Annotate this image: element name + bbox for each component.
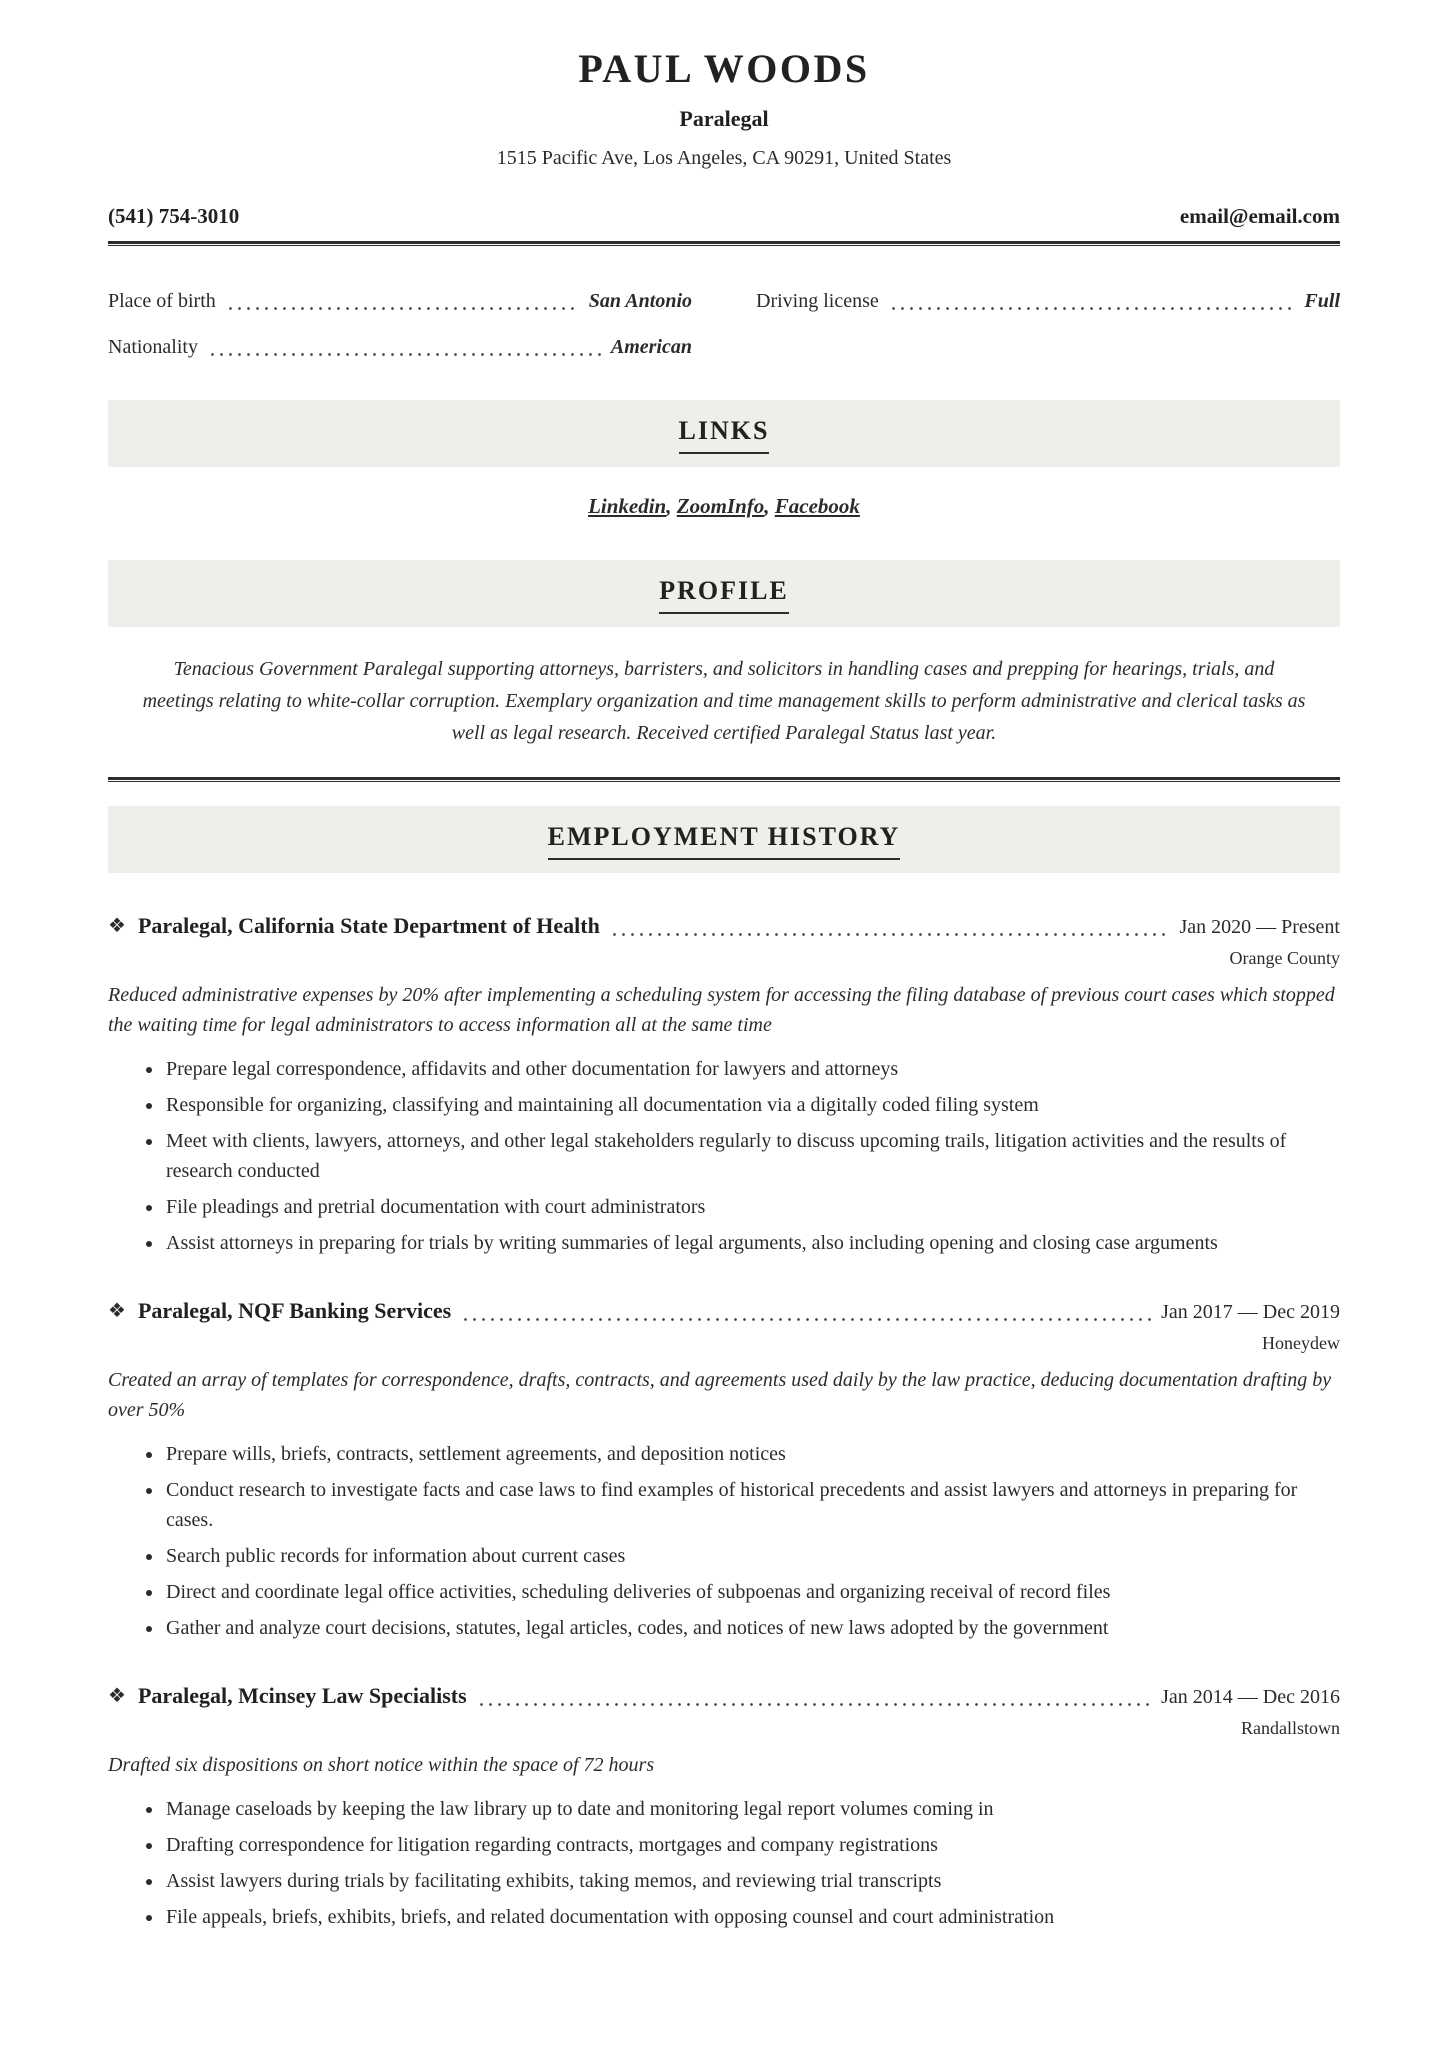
detail-nationality [108,332,692,362]
section-divider [108,777,1340,782]
links-section [108,400,1340,523]
job-entry-1 [108,909,1340,1258]
bullet-item: • Conduct research to investigate facts and case laws to find examples of historical precedents and assist lawyers and attorneys in preparing for cases. [164,1475,1340,1535]
dotted-leader [889,307,1295,310]
links-line [108,491,1340,523]
diamond-icon: ❖ [108,914,126,937]
profile-section [108,560,1340,749]
phone-number: (541) 754-3010 [108,204,240,228]
bullet-item: • File appeals, briefs, exhibits, briefs, and related documentation with opposing counsel and court administration [164,1902,1340,1932]
links-heading: LINKS [679,411,770,454]
job-summary: Drafted six dispositions on short notice within the space of 72 hours [108,1754,655,1776]
diamond-icon: ❖ [108,1299,126,1322]
email-address: email@email.com [1179,204,1340,228]
job-dates: Jan 2017 — Dec 2019 [1161,1301,1340,1323]
bullet-item: • Meet with clients, lawyers, attorneys, and other legal stakeholders regularly to discuss upcoming trails, litigation activities and the results of research conducted [164,1126,1340,1186]
job-location: Orange County [1229,948,1340,968]
detail-label: Nationality [108,335,198,358]
diamond-icon: ❖ [108,1684,126,1707]
link-separator: , [666,493,672,518]
person-job-title: Paralegal [679,106,769,131]
job-bullet-list [108,1439,1340,1643]
dotted-leader [208,353,601,356]
person-address: 1515 Pacific Ave, Los Angeles, CA 90291, United States [496,147,952,169]
profile-text: Tenacious Government Paralegal supporting attorneys, barristers, and solicitors in handling cases and prepping for hearings, trials, and meetings relating to white-collar corruption. Exemplary organization and time management skills to perform administrative and clerical tasks as well as legal research. Received certified Paralegal Status last year. [142,658,1306,744]
detail-value: American [610,335,692,358]
job-entry-2 [108,1294,1340,1643]
profile-heading: PROFILE [659,571,789,614]
employment-heading: EMPLOYMENT HISTORY [548,817,901,860]
dotted-leader [477,1703,1151,1706]
employment-section [108,806,1340,1932]
job-title: Paralegal, California State Department of Health [137,913,600,938]
job-location: Randallstown [1241,1718,1340,1738]
job-header [108,1679,1340,1712]
job-header [108,1294,1340,1327]
job-bullet-list [108,1054,1340,1258]
detail-driving-license [756,286,1340,316]
dotted-leader [461,1318,1151,1321]
employment-heading-band [108,806,1340,873]
bullet-item: • Direct and coordinate legal office activities, scheduling deliveries of subpoenas and organizing receival of record files [164,1577,1340,1607]
link-separator: , [764,493,770,518]
job-summary: Created an array of templates for correspondence, drafts, contracts, and agreements used daily by the law practice, deducing documentation drafting by over 50% [108,1369,1332,1421]
bullet-item: • Assist attorneys in preparing for trials by writing summaries of legal arguments, also including opening and closing case arguments [164,1228,1340,1258]
job-bullet-list [108,1794,1340,1932]
link-facebook[interactable]: Facebook [774,493,860,518]
bullet-item: • Assist lawyers during trials by facilitating exhibits, taking memos, and reviewing trial transcripts [164,1866,1340,1896]
personal-details [108,286,1340,362]
job-location: Honeydew [1262,1333,1340,1353]
person-name: PAUL WOODS [578,46,870,91]
dotted-leader [610,933,1170,936]
job-header [108,909,1340,942]
bullet-item: • Responsible for organizing, classifying and maintaining all documentation via a digitally coded filing system [164,1090,1340,1120]
detail-label: Driving license [756,289,879,312]
details-right-column [756,286,1340,362]
details-left-column [108,286,692,362]
job-entry-3 [108,1679,1340,1932]
link-zoominfo[interactable]: ZoomInfo [676,493,765,518]
bullet-item: • File pleadings and pretrial documentation with court administrators [164,1192,1340,1222]
header-divider [108,241,1340,246]
bullet-item: • Manage caseloads by keeping the law library up to date and monitoring legal report volumes coming in [164,1794,1340,1824]
resume-header [108,46,1340,246]
bullet-item: • Drafting correspondence for litigation regarding contracts, mortgages and company registrations [164,1830,1340,1860]
bullet-item: • Prepare wills, briefs, contracts, settlement agreements, and deposition notices [164,1439,1340,1469]
contact-row [108,201,1340,233]
detail-value: Full [1304,289,1340,312]
job-dates: Jan 2020 — Present [1179,916,1340,938]
job-summary: Reduced administrative expenses by 20% after implementing a scheduling system for accessing the filing database of previous court cases which stopped the waiting time for legal administrators to access information all at the same time [108,984,1335,1036]
bullet-item: • Gather and analyze court decisions, statutes, legal articles, codes, and notices of new laws adopted by the government [164,1613,1340,1643]
profile-heading-band [108,560,1340,627]
detail-label: Place of birth [108,289,216,312]
bullet-item: • Search public records for information about current cases [164,1541,1340,1571]
dotted-leader [226,307,579,310]
bullet-item: • Prepare legal correspondence, affidavits and other documentation for lawyers and attorneys [164,1054,1340,1084]
job-title: Paralegal, NQF Banking Services [137,1298,452,1323]
links-heading-band [108,400,1340,467]
detail-place-of-birth [108,286,692,316]
link-linkedin[interactable]: Linkedin [588,493,667,518]
detail-value: San Antonio [588,289,692,312]
job-dates: Jan 2014 — Dec 2016 [1161,1686,1340,1708]
job-title: Paralegal, Mcinsey Law Specialists [137,1683,467,1708]
